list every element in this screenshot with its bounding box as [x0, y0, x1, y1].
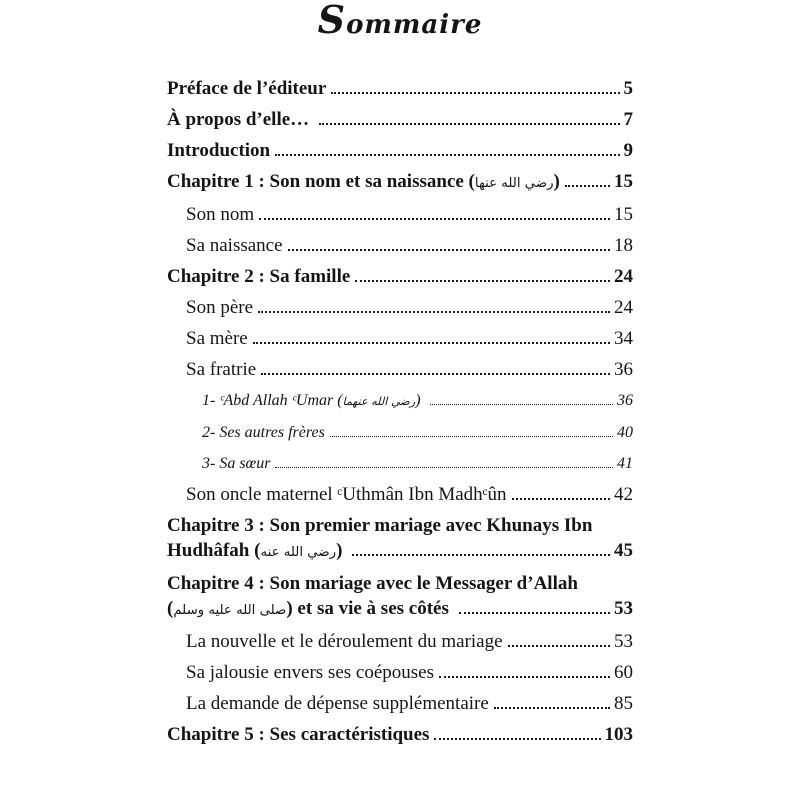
page-number: 85 [614, 693, 633, 714]
toc-label [167, 513, 592, 538]
toc-line [167, 326, 633, 351]
toc-text: Chapitre 5 : Ses caractéristiques [167, 724, 430, 745]
toc-text: À propos d’elle… [167, 109, 314, 130]
dotted-leader [565, 185, 610, 187]
toc-line [167, 722, 633, 747]
toc-text: ) et sa vie à ses côtés [286, 598, 454, 619]
page-number: 36 [617, 392, 633, 409]
dotted-leader [352, 554, 610, 556]
toc-label [167, 264, 350, 289]
dotted-leader [331, 92, 619, 94]
toc-label [167, 357, 256, 382]
toc-entry [167, 451, 633, 476]
toc-line [167, 538, 633, 565]
toc-label [167, 571, 578, 596]
toc-text: Chapitre 3 : Son premier mariage avec Khunays Ibn [167, 515, 593, 536]
toc-entry [167, 420, 633, 445]
toc-label [167, 326, 248, 351]
dotted-leader [275, 154, 619, 156]
toc-text: Préface de l’éditeur [167, 78, 327, 99]
page-number: 42 [614, 484, 633, 505]
page-number: 5 [623, 78, 633, 99]
dotted-leader [512, 498, 610, 500]
toc-text: La demande de dépense supplémentaire [186, 693, 489, 714]
toc-line [167, 513, 633, 538]
toc-line [167, 202, 633, 227]
toc-label [167, 451, 270, 476]
dotted-leader [459, 612, 610, 614]
toc-label [167, 202, 254, 227]
toc-text: Sa naissance [186, 235, 283, 256]
toc-text: ) [553, 171, 560, 192]
toc-entry [167, 107, 633, 132]
toc-line [167, 571, 633, 596]
toc-text: Son père [186, 297, 254, 318]
toc-text: Chapitre 4 : Son mariage avec le Messager d’Allah [167, 573, 578, 594]
page-number: 9 [623, 140, 633, 161]
toc-label [167, 660, 434, 685]
toc-line [167, 629, 633, 654]
toc-entry [167, 169, 633, 196]
toc-text: ) [415, 392, 425, 409]
toc-line [167, 482, 633, 507]
toc-label [167, 107, 314, 132]
toc-text: 3- Sa sœur [202, 455, 271, 472]
toc-line [167, 660, 633, 685]
toc-line [167, 169, 633, 196]
toc-line [167, 138, 633, 163]
toc-label [167, 138, 270, 163]
toc-text: Introduction [167, 140, 271, 161]
page-number: 34 [614, 328, 633, 349]
toc-entry [167, 76, 633, 101]
page-number: 60 [614, 662, 633, 683]
toc-entry [167, 264, 633, 289]
dotted-leader [259, 218, 610, 220]
page-number: 15 [614, 204, 633, 225]
toc-entry [167, 629, 633, 654]
toc-text: Sa mère [186, 328, 248, 349]
page-number: 24 [614, 266, 633, 287]
toc-label [167, 76, 326, 101]
toc-line [167, 691, 633, 716]
toc-text: Chapitre 1 : Son nom et sa naissance ( [167, 171, 475, 192]
toc-line [167, 107, 633, 132]
arabic-honorific: رضي الله عنهما [342, 395, 416, 408]
page-number: 18 [614, 235, 633, 256]
toc-entry [167, 138, 633, 163]
page-number: 41 [617, 455, 633, 472]
toc-text: Son nom [186, 204, 255, 225]
dotted-leader [319, 123, 620, 125]
toc-text: Sa jalousie envers ses coépouses [186, 662, 434, 683]
page-number: 103 [604, 724, 633, 745]
toc-label [167, 169, 560, 196]
toc-line [167, 76, 633, 101]
arabic-honorific: رضي الله عنه [260, 545, 337, 560]
toc-label [167, 691, 489, 716]
page-number: 40 [617, 424, 633, 441]
toc-text: ) [336, 540, 348, 561]
toc-list [167, 76, 633, 747]
toc-text: Son oncle maternel ᶜUthmân Ibn Madhᶜûn [186, 484, 507, 505]
toc-text: Chapitre 2 : Sa famille [167, 266, 351, 287]
dotted-leader [430, 404, 613, 405]
toc-label [167, 233, 283, 258]
toc-entry [167, 513, 633, 565]
toc-text: Sa fratrie [186, 359, 257, 380]
toc-label [167, 538, 347, 565]
toc-text: Hudhâfah ( [167, 540, 261, 561]
toc-label [167, 482, 507, 507]
toc-entry [167, 722, 633, 747]
toc-label [167, 596, 454, 623]
dotted-leader [288, 249, 610, 251]
toc-label [167, 722, 429, 747]
toc-line [167, 451, 633, 476]
dotted-leader [275, 467, 613, 468]
dotted-leader [261, 373, 610, 375]
dotted-leader [355, 280, 610, 282]
toc-entry [167, 660, 633, 685]
arabic-honorific: رضي الله عنها [474, 176, 554, 191]
page-number: 7 [623, 109, 633, 130]
toc-line [167, 388, 633, 414]
toc-line [167, 233, 633, 258]
dotted-leader [258, 311, 610, 313]
toc-entry [167, 571, 633, 623]
toc-label [167, 388, 425, 414]
page-number: 53 [614, 631, 633, 652]
toc-entry [167, 326, 633, 351]
toc-label [167, 629, 503, 654]
page-number: 15 [614, 171, 633, 192]
toc-entry [167, 388, 633, 414]
toc-text: ( [167, 598, 174, 619]
toc-entry [167, 295, 633, 320]
toc-entry [167, 357, 633, 382]
toc-line [167, 295, 633, 320]
toc-line [167, 420, 633, 445]
toc-entry [167, 482, 633, 507]
page-number: 36 [614, 359, 633, 380]
page-number: 53 [614, 598, 633, 619]
toc-label [167, 420, 325, 445]
dotted-leader [508, 645, 610, 647]
dotted-leader [253, 342, 610, 344]
dotted-leader [330, 436, 613, 437]
toc-text: 1- ᶜAbd Allah ᶜUmar ( [202, 392, 343, 409]
toc-label [167, 295, 253, 320]
toc-line [167, 264, 633, 289]
toc-text: 2- Ses autres frères [202, 424, 325, 441]
dotted-leader [439, 676, 610, 678]
dotted-leader [434, 738, 600, 740]
toc-line [167, 596, 633, 623]
dotted-leader [494, 707, 610, 709]
toc-line [167, 357, 633, 382]
toc-entry [167, 691, 633, 716]
page-number: 45 [614, 540, 633, 561]
page-number: 24 [614, 297, 633, 318]
toc-entry [167, 202, 633, 227]
toc-entry [167, 233, 633, 258]
toc-text: La nouvelle et le déroulement du mariage [186, 631, 503, 652]
page-title: Sommaire [317, 0, 483, 42]
arabic-honorific: صلى الله عليه وسلم [173, 603, 287, 618]
